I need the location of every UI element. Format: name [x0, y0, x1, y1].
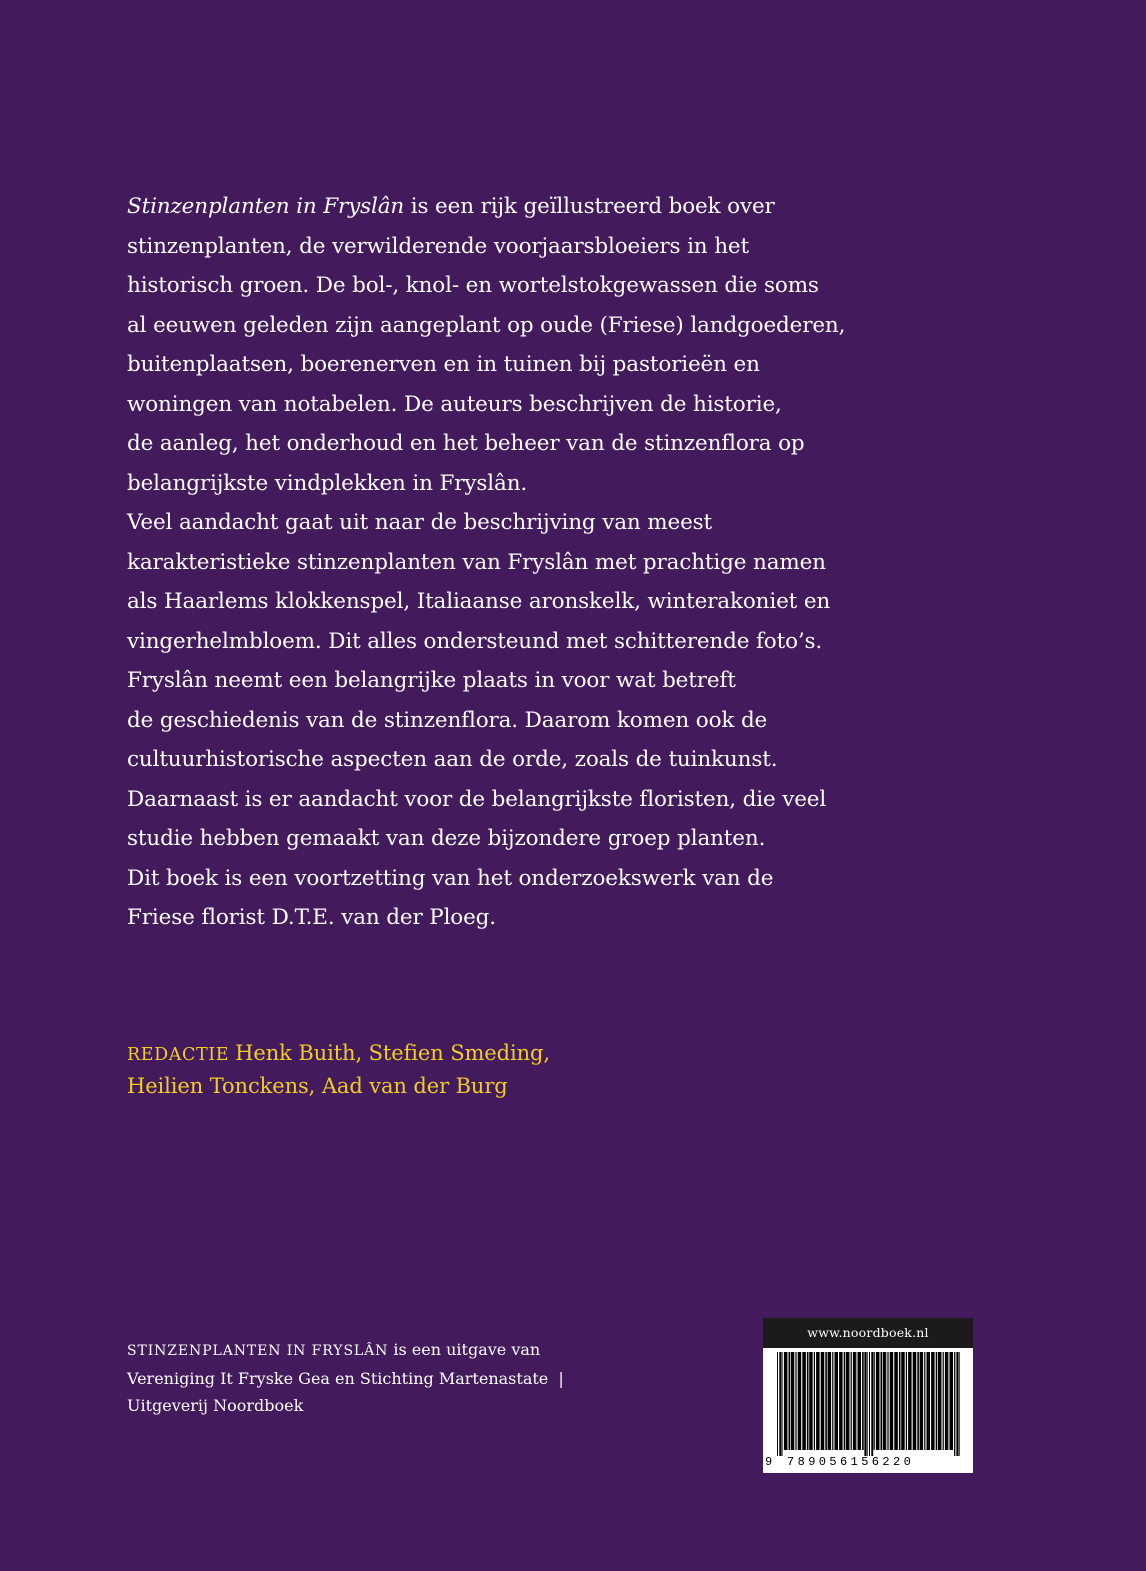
isbn-digits [763, 1454, 973, 1470]
barcode-bar [777, 1352, 778, 1456]
blurb-line: Veel aandacht gaat uit naar de beschrijving van meest [127, 510, 713, 535]
barcode-bar [924, 1352, 925, 1450]
barcode-bar [835, 1352, 837, 1450]
colophon-publisher: Uitgeverij Noordboek [127, 1396, 304, 1415]
blurb-line: de geschiedenis van de stinzenflora. Daarom komen ook de [127, 707, 768, 733]
barcode-bar [791, 1352, 793, 1450]
barcode-bar [779, 1352, 781, 1456]
barcode-bar [846, 1352, 848, 1450]
editors-names-1: Henk Buith, Stefien Smeding, [235, 1041, 550, 1065]
barcode-bar [920, 1352, 922, 1450]
barcode-bar [904, 1352, 905, 1450]
barcode-bar [881, 1352, 883, 1450]
barcode-bar [832, 1352, 833, 1450]
publisher-url: www.noordboek.nl [763, 1318, 973, 1348]
blurb-first-line-rest: is een rijk geïllustreerd boek over [404, 194, 775, 219]
barcode-bar [901, 1352, 903, 1450]
barcode-bar [841, 1352, 842, 1450]
barcode-bar [897, 1352, 898, 1450]
blurb-first-line [127, 187, 927, 227]
barcode-bar [851, 1352, 852, 1450]
barcode-bar [853, 1352, 855, 1450]
blurb-line: buitenplaatsen, boerenerven en in tuinen bij pastorieën en [127, 352, 760, 377]
barcode-bar [915, 1352, 916, 1450]
colophon-line-1 [127, 1336, 687, 1365]
barcode-bar [952, 1352, 953, 1450]
editors-credit [127, 1038, 827, 1102]
blurb-line: stinzenplanten, de verwilderende voorjaarsbloeiers in het [127, 233, 749, 259]
barcode-bar [871, 1352, 873, 1456]
colophon-line-2 [127, 1365, 687, 1392]
barcode-bar [892, 1352, 893, 1450]
barcode-bar [830, 1352, 831, 1450]
barcode-bar [848, 1352, 849, 1450]
barcode-bar [908, 1352, 910, 1450]
barcode-bar [945, 1352, 947, 1450]
barcode-bar [844, 1352, 846, 1450]
blurb-line: Friese florist D.T.E. van der Ploeg. [127, 905, 496, 930]
barcode-bar [864, 1352, 866, 1456]
barcode-bar [818, 1352, 819, 1450]
barcode-bar [885, 1352, 886, 1450]
barcode-bar [860, 1352, 861, 1450]
blurb-line: historisch groen. De bol-, knol- en wortelstokgewassen die soms [127, 273, 819, 298]
barcode [763, 1318, 973, 1473]
blurb-text [127, 187, 927, 938]
blurb-line: al eeuwen geleden zijn aangeplant op oude (Friese) landgoederen, [127, 312, 846, 338]
barcode-bar [869, 1352, 870, 1456]
barcode-bar [867, 1352, 868, 1456]
barcode-bar [782, 1352, 783, 1456]
barcode-bar [862, 1352, 864, 1450]
editors-line-1 [127, 1038, 827, 1071]
barcode-bar [855, 1352, 856, 1450]
barcode-bar [938, 1352, 940, 1450]
barcode-bar [940, 1352, 941, 1450]
barcode-bar [910, 1352, 911, 1450]
blurb-line: de aanleg, het onderhoud en het beheer van de stinzenflora op [127, 431, 805, 456]
barcode-bar [812, 1352, 813, 1450]
blurb-line: als Haarlems klokkenspel, Italiaanse aronskelk, winterakoniet en [127, 589, 831, 614]
barcode-bar [793, 1352, 794, 1450]
blurb-line: studie hebben gemaakt van deze bijzondere groep planten. [127, 826, 766, 851]
barcode-bar [956, 1352, 958, 1456]
barcode-bar [825, 1352, 827, 1450]
barcode-bar [929, 1352, 930, 1450]
barcode-bar [890, 1352, 892, 1450]
barcode-bar [798, 1352, 800, 1450]
blurb-line: cultuurhistorische aspecten aan de orde, zoals de tuinkunst. [127, 747, 778, 772]
barcode-bar [959, 1352, 960, 1456]
blurb-line: vingerhelmbloem. Dit alles ondersteund met schitterende foto’s. [127, 628, 823, 654]
barcode-bar [899, 1352, 901, 1450]
blurb-line: Daarnaast is er aandacht voor de belangrijkste floristen, die veel [127, 786, 827, 812]
barcode-bar [823, 1352, 824, 1450]
blurb-line: woningen van notabelen. De auteurs beschrijven de historie, [127, 391, 782, 417]
isbn-lead-digit: 9 [765, 1455, 773, 1469]
barcode-bar [936, 1352, 938, 1450]
editors-names-2: Heilien Tonckens, Aad van der Burg [127, 1074, 508, 1098]
blurb-line: karakteristieke stinzenplanten van Fryslân met prachtige namen [127, 549, 826, 575]
barcode-bar [933, 1352, 934, 1450]
barcode-bar [878, 1352, 879, 1450]
editors-label: REDACTIE [127, 1045, 230, 1065]
colophon-separator: | [558, 1369, 564, 1388]
colophon-title: STINZENPLANTEN IN FRYSLÂN [127, 1343, 389, 1359]
barcode-bar [800, 1352, 801, 1450]
barcode-bar [947, 1352, 948, 1450]
book-title-italic: Stinzenplanten in Fryslân [127, 194, 405, 219]
isbn-number: 789056156220 [787, 1455, 915, 1469]
barcode-bar [786, 1352, 787, 1450]
barcode-bar [906, 1352, 907, 1450]
barcode-bar [807, 1352, 809, 1450]
barcode-bar [943, 1352, 944, 1450]
barcode-bar [789, 1352, 791, 1450]
barcode-bar [805, 1352, 806, 1450]
barcode-bar [887, 1352, 888, 1450]
publisher-colophon [127, 1336, 687, 1419]
barcode-bar [828, 1352, 830, 1450]
blurb-line: Dit boek is een voortzetting van het onderzoekswerk van de [127, 865, 774, 891]
barcode-bar [795, 1352, 796, 1450]
barcode-bar [917, 1352, 919, 1450]
barcode-bar [954, 1352, 955, 1456]
barcode-bar [809, 1352, 811, 1450]
blurb-line: belangrijkste vindplekken in Fryslân. [127, 470, 528, 496]
blurb-line: Fryslân neemt een belangrijke plaats in voor wat betreft [127, 668, 736, 693]
barcode-bar [816, 1352, 818, 1450]
barcode-bar [922, 1352, 923, 1450]
colophon-line-1-rest: is een uitgave van [388, 1340, 541, 1359]
barcode-bar [814, 1352, 815, 1450]
barcode-bar [837, 1352, 838, 1450]
barcode-bar [883, 1352, 885, 1450]
colophon-organisations: Vereniging It Fryske Gea en Stichting Martenastate [127, 1369, 549, 1388]
barcode-bar [927, 1352, 929, 1450]
barcode-bar [874, 1352, 875, 1450]
